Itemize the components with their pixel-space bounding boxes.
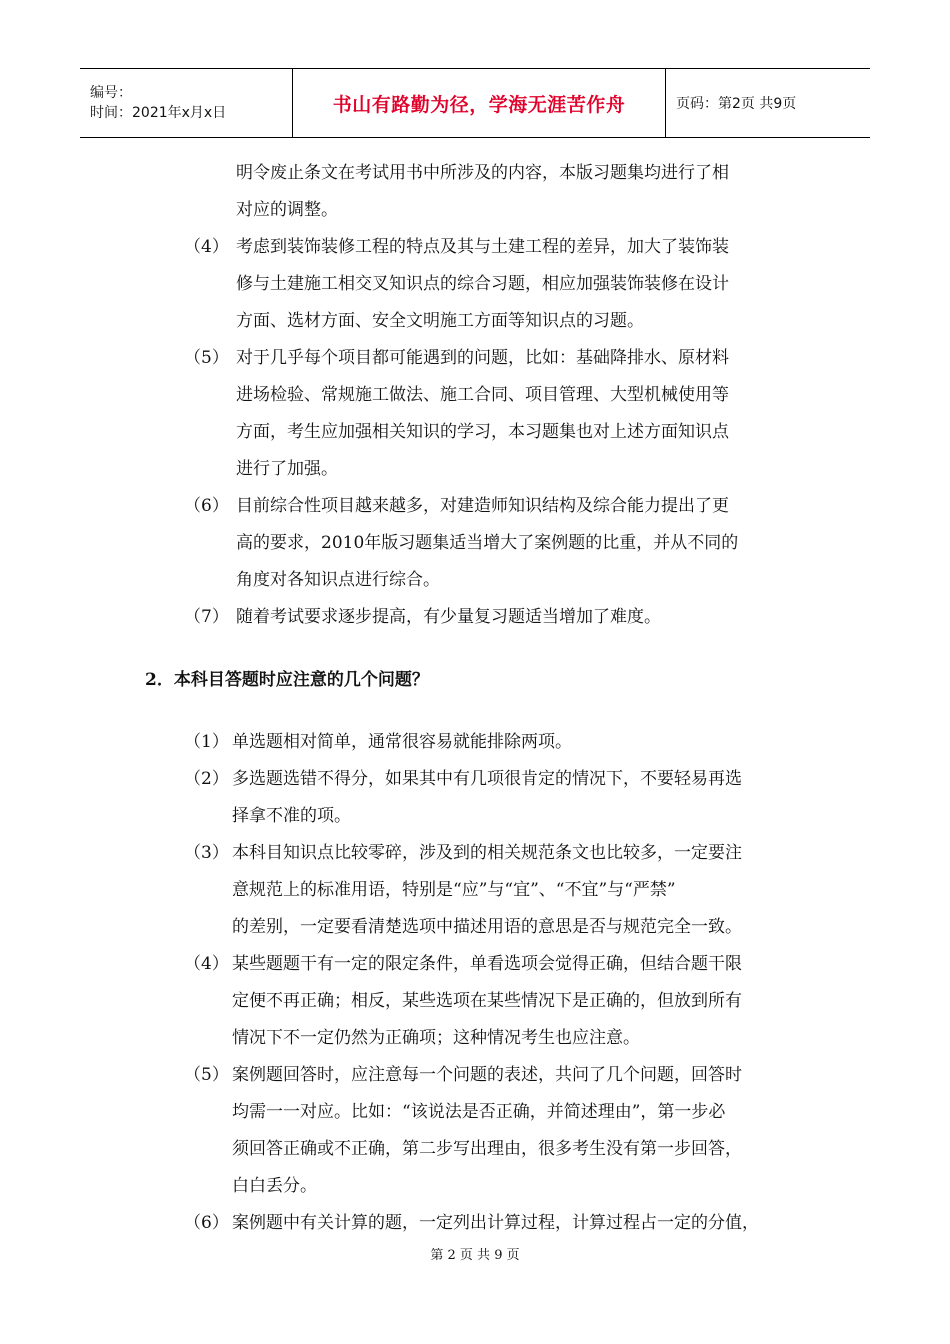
list-item-line: 须回答正确或不正确，第二步写出理由，很多考生没有第一步回答， bbox=[232, 1139, 742, 1159]
list-item-line: 多选题选错不得分，如果其中有几项很肯定的情况下，不要轻易再选 bbox=[232, 769, 742, 789]
list-item-line: 方面、选材方面、安全文明施工方面等知识点的习题。 bbox=[236, 311, 644, 331]
header-page-label: 页码：第2页 共9页 bbox=[676, 96, 797, 112]
list-item-number: （4） bbox=[184, 954, 229, 974]
paragraph-line: 对应的调整。 bbox=[236, 200, 338, 220]
header-motto-cell bbox=[292, 69, 666, 137]
page-header bbox=[80, 68, 870, 138]
list-item-line: 意规范上的标准用语，特别是“应”与“宜”、“不宜”与“严禁” bbox=[232, 880, 676, 900]
list-item-line: 进行了加强。 bbox=[236, 459, 338, 479]
header-motto: 书山有路勤为径，学海无涯苦作舟 bbox=[332, 93, 626, 116]
section-heading: 2．本科目答题时应注意的几个问题？ bbox=[145, 670, 429, 690]
list-item-number: （6） bbox=[184, 1213, 229, 1233]
list-item-line: 角度对各知识点进行综合。 bbox=[236, 570, 440, 590]
page-footer: 第 2 页 共 9 页 bbox=[430, 1248, 520, 1263]
list-item-line: 修与土建施工相交叉知识点的综合习题，相应加强装饰装修在设计 bbox=[236, 274, 729, 294]
list-item-number: （7） bbox=[184, 607, 229, 627]
list-item-line: 随着考试要求逐步提高，有少量复习题适当增加了难度。 bbox=[236, 607, 661, 627]
paragraph-line: 明令废止条文在考试用书中所涉及的内容，本版习题集均进行了相 bbox=[236, 163, 729, 183]
list-item-number: （1） bbox=[184, 732, 229, 752]
list-item-line: 的差别，一定要看清楚选项中描述用语的意思是否与规范完全一致。 bbox=[232, 917, 742, 937]
list-item-line: 案例题回答时，应注意每一个问题的表述，共问了几个问题，回答时 bbox=[232, 1065, 742, 1085]
list-item-number: （5） bbox=[184, 1065, 229, 1085]
list-item-line: 对于几乎每个项目都可能遇到的问题，比如：基础降排水、原材料 bbox=[236, 348, 729, 368]
header-page-cell bbox=[666, 69, 796, 137]
list-item-number: （2） bbox=[184, 769, 229, 789]
list-item-line: 某些题题干有一定的限定条件，单看选项会觉得正确，但结合题干限 bbox=[232, 954, 742, 974]
list-item-line: 目前综合性项目越来越多，对建造师知识结构及综合能力提出了更 bbox=[236, 496, 729, 516]
list-item-line: 择拿不准的项。 bbox=[232, 806, 351, 826]
list-item-line: 高的要求，2010年版习题集适当增大了案例题的比重，并从不同的 bbox=[236, 533, 739, 553]
list-item-number: （6） bbox=[184, 496, 229, 516]
list-item-line: 单选题相对简单，通常很容易就能排除两项。 bbox=[232, 732, 572, 752]
list-item-line: 进场检验、常规施工做法、施工合同、项目管理、大型机械使用等 bbox=[236, 385, 729, 405]
list-item-line: 案例题中有关计算的题，一定列出计算过程，计算过程占一定的分值， bbox=[232, 1213, 759, 1233]
document-date-label: 时间：2021年x月x日 bbox=[90, 105, 227, 121]
list-item-line: 本科目知识点比较零碎，涉及到的相关规范条文也比较多，一定要注 bbox=[232, 843, 742, 863]
list-item-line: 考虑到装饰装修工程的特点及其与土建工程的差异，加大了装饰装 bbox=[236, 237, 729, 257]
list-item-line: 情况下不一定仍然为正确项；这种情况考生也应注意。 bbox=[232, 1028, 640, 1048]
list-item-number: （3） bbox=[184, 843, 229, 863]
list-item-line: 方面，考生应加强相关知识的学习，本习题集也对上述方面知识点 bbox=[236, 422, 729, 442]
list-item-line: 均需一一对应。比如：“该说法是否正确，并简述理由”，第一步必 bbox=[232, 1102, 726, 1122]
list-item-number: （5） bbox=[184, 348, 229, 368]
list-item-line: 白白丢分。 bbox=[232, 1176, 317, 1196]
list-item-number: （4） bbox=[184, 237, 229, 257]
list-item-line: 定便不再正确；相反，某些选项在某些情况下是正确的，但放到所有 bbox=[232, 991, 742, 1011]
document-number-label: 编号： bbox=[90, 85, 132, 101]
header-meta bbox=[80, 69, 292, 137]
